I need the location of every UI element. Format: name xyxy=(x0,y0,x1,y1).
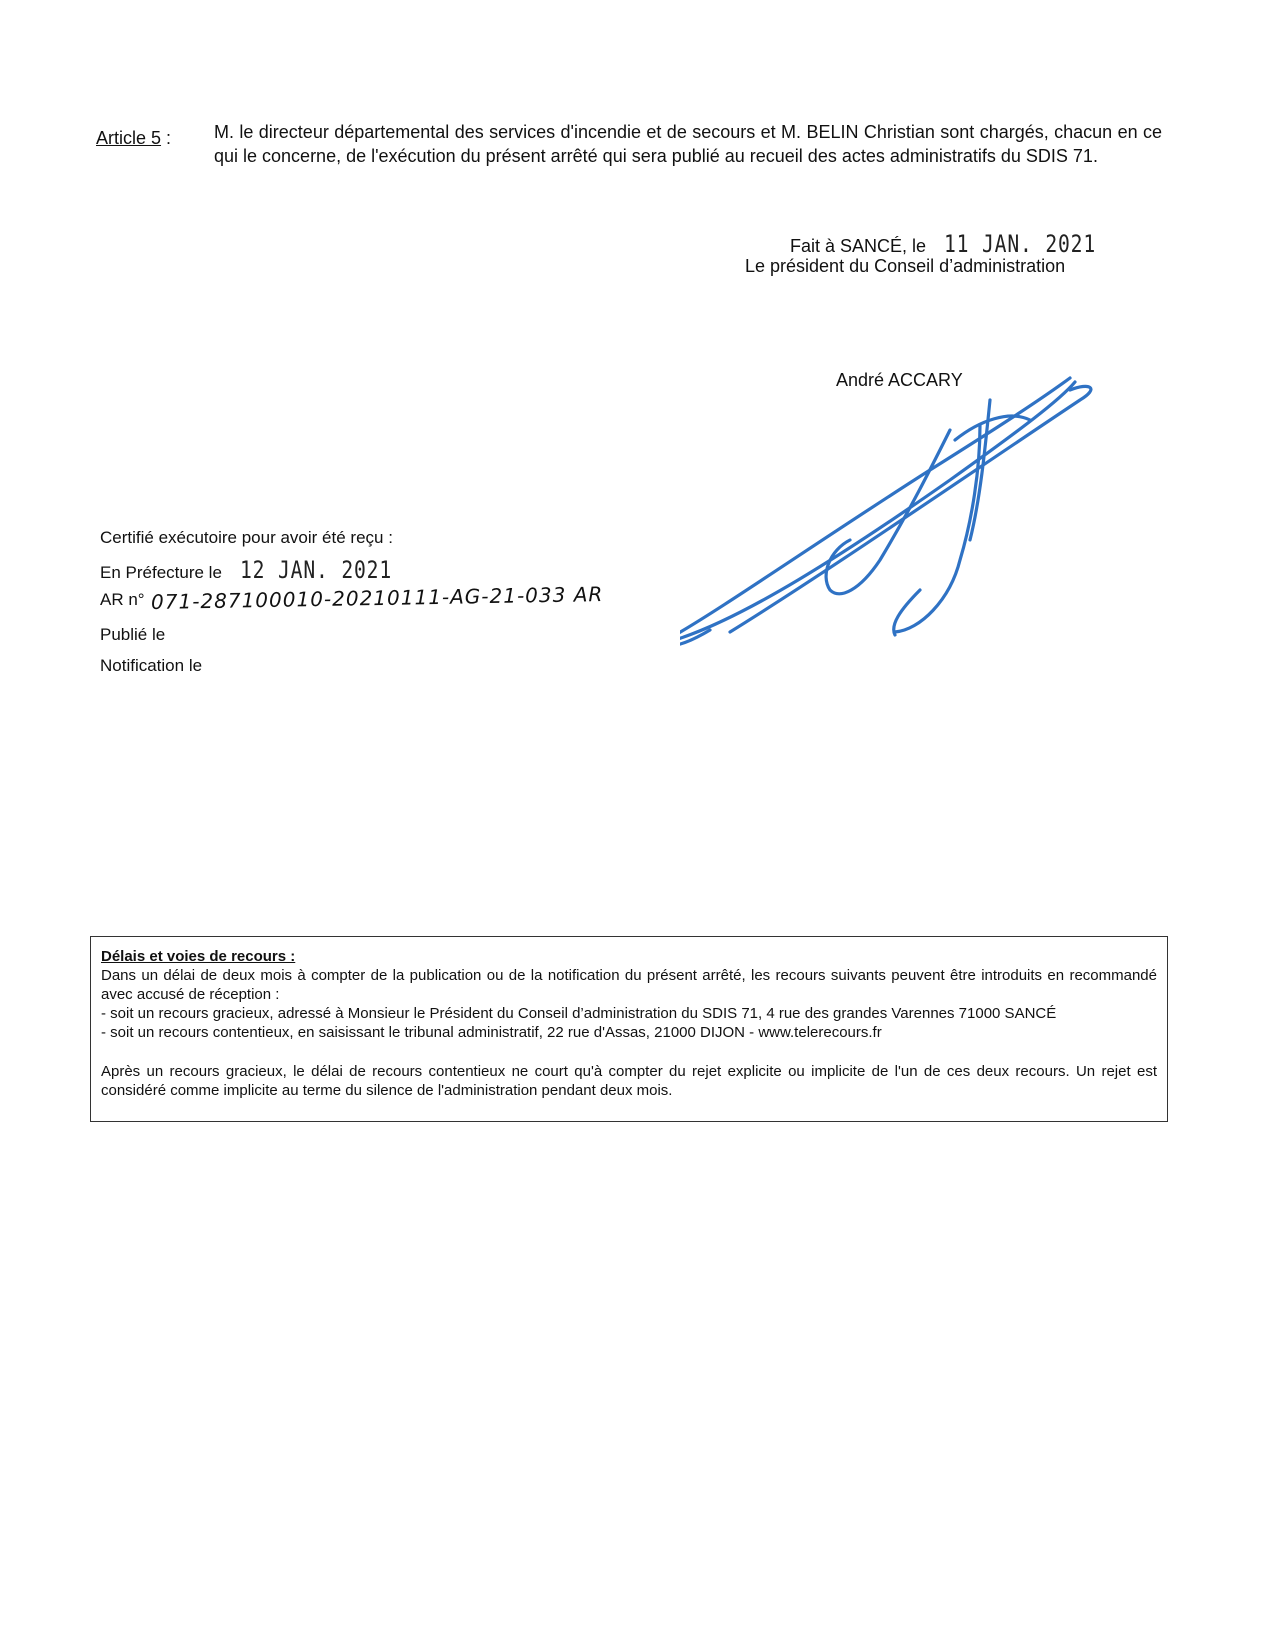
place-date-line xyxy=(790,230,1129,258)
ar-number-handwritten: 071-287100010-20210111-AG-21-033 AR xyxy=(150,582,604,614)
date-stamp: 11 JAN. 2021 xyxy=(944,230,1097,258)
article-text: M. le directeur départemental des services d'incendie et de secours et M. BELIN Christian sont chargés, chacun en ce qui le concerne, de l'exécution du présent arrêté qui sera publié au recueil des actes administratifs du SDIS 71. xyxy=(214,122,1162,166)
recours-paragraph-1: Dans un délai de deux mois à compter de la publication ou de la notification du présent arrêté, les recours suivants peuvent être introduits en recommandé avec accusé de réception : xyxy=(101,967,1157,1003)
prefecture-date-stamp: 12 JAN. 2021 xyxy=(239,556,392,584)
signatory-role: Le président du Conseil d’administration xyxy=(745,256,1066,276)
certification-line: Certifié exécutoire pour avoir été reçu : xyxy=(100,528,393,547)
recours-box xyxy=(90,936,1168,1122)
recours-item-contentieux: - soit un recours contentieux, en saisissant le tribunal administratif, 22 rue d'Assas, 21000 DIJON - www.telerecours.fr xyxy=(101,1024,882,1041)
prefecture-label: En Préfecture le xyxy=(100,563,222,582)
notification-label: Notification le xyxy=(100,656,203,675)
place-date-label: Fait à SANCÉ, le xyxy=(790,236,927,256)
article-label-suffix: : xyxy=(161,128,172,148)
signatory-name: André ACCARY xyxy=(836,370,963,390)
recours-item-gracieux: - soit un recours gracieux, adressé à Monsieur le Président du Conseil d’administration du SDIS 71, 4 rue des grandes Varennes 71000 SANCÉ xyxy=(101,1005,1057,1022)
recours-paragraph-2: Après un recours gracieux, le délai de recours contentieux ne court qu'à compter du rejet explicite ou implicite de l'un de ces deux recours. Un rejet est considéré comme implicite au terme du silence de l'administration pendant deux mois. xyxy=(101,1063,1157,1099)
ar-label: AR n° xyxy=(100,590,145,609)
ar-line xyxy=(100,582,604,614)
article-label xyxy=(96,128,171,149)
prefecture-line xyxy=(100,556,425,584)
handwritten-signature xyxy=(680,360,1140,680)
article-number: Article 5 xyxy=(96,128,162,148)
recours-spacer xyxy=(101,1042,1157,1062)
recours-title: Délais et voies de recours : xyxy=(101,948,296,965)
published-label: Publié le xyxy=(100,625,166,644)
